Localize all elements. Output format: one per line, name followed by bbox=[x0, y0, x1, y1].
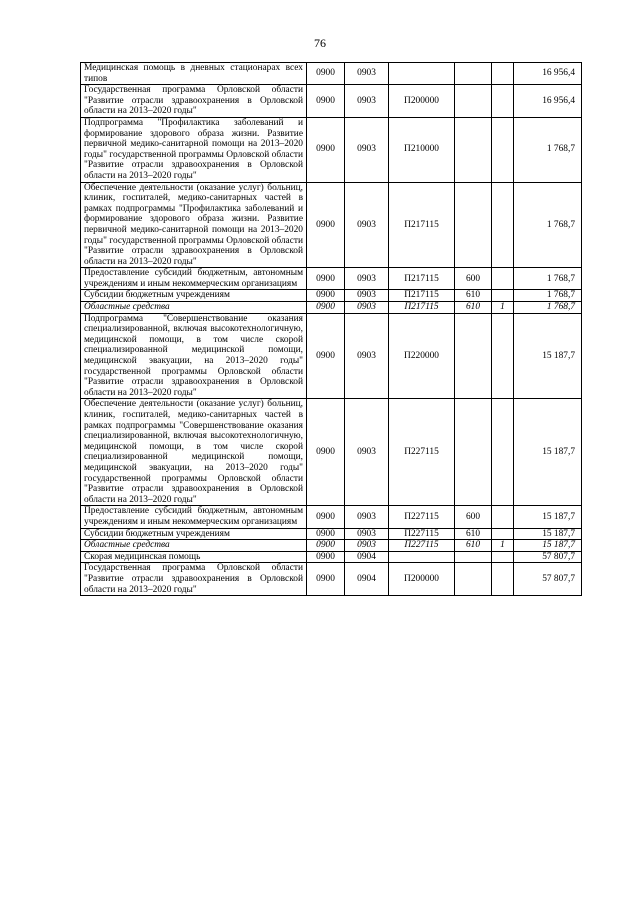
row-section: 0900 bbox=[307, 63, 345, 85]
row-expense-type: 610 bbox=[455, 540, 492, 552]
row-description: Предоставление субсидий бюджетным, автономным учреждениям и иным некоммерческим организациям bbox=[81, 268, 307, 290]
row-source-code bbox=[492, 85, 514, 118]
row-section: 0900 bbox=[307, 540, 345, 552]
row-description: Субсидии бюджетным учреждениям bbox=[81, 528, 307, 540]
table-row bbox=[81, 63, 582, 85]
row-subsection: 0903 bbox=[345, 63, 389, 85]
row-description: Подпрограмма "Профилактика заболеваний и формирование здорового образа жизни. Развитие первичной медико-санитарной помощи на 2013–2020 годы" государственной программы Орловской области "Развитие отрасли здравоохранения в Орловской области на 2013–2020 годы" bbox=[81, 117, 307, 182]
row-amount: 1 768,7 bbox=[514, 182, 582, 268]
table-row bbox=[81, 182, 582, 268]
table-row bbox=[81, 268, 582, 290]
row-subsection: 0903 bbox=[345, 528, 389, 540]
row-description: Предоставление субсидий бюджетным, автономным учреждениям и иным некоммерческим организациям bbox=[81, 506, 307, 528]
row-target-article: П200000 bbox=[389, 563, 455, 596]
table-row bbox=[81, 551, 582, 563]
row-section: 0900 bbox=[307, 268, 345, 290]
table-row bbox=[81, 399, 582, 506]
row-target-article: П227115 bbox=[389, 399, 455, 506]
row-expense-type bbox=[455, 85, 492, 118]
row-section: 0900 bbox=[307, 563, 345, 596]
row-expense-type: 610 bbox=[455, 290, 492, 302]
table-row bbox=[81, 302, 582, 314]
row-amount: 1 768,7 bbox=[514, 290, 582, 302]
row-amount: 15 187,7 bbox=[514, 506, 582, 528]
row-section: 0900 bbox=[307, 117, 345, 182]
row-source-code bbox=[492, 182, 514, 268]
row-expense-type bbox=[455, 63, 492, 85]
row-expense-type bbox=[455, 313, 492, 399]
row-section: 0900 bbox=[307, 182, 345, 268]
row-expense-type bbox=[455, 182, 492, 268]
row-amount: 1 768,7 bbox=[514, 302, 582, 314]
row-amount: 15 187,7 bbox=[514, 399, 582, 506]
table-row bbox=[81, 290, 582, 302]
row-section: 0900 bbox=[307, 290, 345, 302]
row-expense-type bbox=[455, 117, 492, 182]
row-expense-type: 600 bbox=[455, 268, 492, 290]
row-source-code bbox=[492, 63, 514, 85]
budget-table bbox=[80, 62, 582, 596]
row-description: Областные средства bbox=[81, 540, 307, 552]
row-source-code bbox=[492, 528, 514, 540]
row-target-article: П227115 bbox=[389, 506, 455, 528]
row-source-code: 1 bbox=[492, 540, 514, 552]
row-section: 0900 bbox=[307, 85, 345, 118]
row-amount: 15 187,7 bbox=[514, 540, 582, 552]
row-description: Медицинская помощь в дневных стационарах всех типов bbox=[81, 63, 307, 85]
table-row bbox=[81, 506, 582, 528]
row-target-article: П217115 bbox=[389, 268, 455, 290]
row-target-article: П220000 bbox=[389, 313, 455, 399]
table-row bbox=[81, 540, 582, 552]
row-source-code bbox=[492, 563, 514, 596]
row-source-code bbox=[492, 290, 514, 302]
row-subsection: 0904 bbox=[345, 563, 389, 596]
row-expense-type bbox=[455, 563, 492, 596]
row-expense-type: 610 bbox=[455, 302, 492, 314]
row-amount: 16 956,4 bbox=[514, 85, 582, 118]
row-expense-type bbox=[455, 551, 492, 563]
row-subsection: 0903 bbox=[345, 313, 389, 399]
row-target-article: П217115 bbox=[389, 182, 455, 268]
row-description: Субсидии бюджетным учреждениям bbox=[81, 290, 307, 302]
row-amount: 15 187,7 bbox=[514, 528, 582, 540]
row-description: Областные средства bbox=[81, 302, 307, 314]
row-subsection: 0903 bbox=[345, 85, 389, 118]
row-amount: 57 807,7 bbox=[514, 551, 582, 563]
row-description: Государственная программа Орловской области "Развитие отрасли здравоохранения в Орловской области на 2013–2020 годы" bbox=[81, 85, 307, 118]
row-amount: 57 807,7 bbox=[514, 563, 582, 596]
row-target-article bbox=[389, 551, 455, 563]
row-section: 0900 bbox=[307, 313, 345, 399]
row-description: Обеспечение деятельности (оказание услуг) больниц, клиник, госпиталей, медико-санитарных частей в рамках подпрограммы "Профилактика заболеваний и формирование здорового образа жизни. Развитие первичной медико-санитарной помощи на 2013–2020 годы" государственной программы Орловской области "Развитие отрасли здравоохранения в Орловской области на 2013–2020 годы" bbox=[81, 182, 307, 268]
row-section: 0900 bbox=[307, 506, 345, 528]
row-description: Государственная программа Орловской области "Развитие отрасли здравоохранения в Орловской области на 2013–2020 годы" bbox=[81, 563, 307, 596]
row-target-article: П200000 bbox=[389, 85, 455, 118]
row-subsection: 0903 bbox=[345, 117, 389, 182]
row-subsection: 0903 bbox=[345, 540, 389, 552]
table-row bbox=[81, 313, 582, 399]
row-section: 0900 bbox=[307, 528, 345, 540]
row-target-article: П227115 bbox=[389, 528, 455, 540]
row-source-code bbox=[492, 551, 514, 563]
row-section: 0900 bbox=[307, 399, 345, 506]
row-subsection: 0903 bbox=[345, 302, 389, 314]
table-row bbox=[81, 563, 582, 596]
row-subsection: 0903 bbox=[345, 399, 389, 506]
row-target-article: П227115 bbox=[389, 540, 455, 552]
row-section: 0900 bbox=[307, 551, 345, 563]
table-row bbox=[81, 117, 582, 182]
row-target-article: П210000 bbox=[389, 117, 455, 182]
row-expense-type bbox=[455, 399, 492, 506]
row-source-code bbox=[492, 313, 514, 399]
row-source-code bbox=[492, 117, 514, 182]
row-amount: 16 956,4 bbox=[514, 63, 582, 85]
row-description: Обеспечение деятельности (оказание услуг) больниц, клиник, госпиталей, медико-санитарных частей в рамках подпрограммы "Совершенствование оказания специализированной, включая высокотехнологичную, медицинской помощи, в том числе скорой специализированной медицинской помощи, медицинской эвакуации, на 2013–2020 годы" государственной программы Орловской области "Развитие отрасли здравоохранения в Орловской области на 2013–2020 годы" bbox=[81, 399, 307, 506]
table-row bbox=[81, 85, 582, 118]
row-subsection: 0903 bbox=[345, 290, 389, 302]
row-target-article bbox=[389, 63, 455, 85]
row-expense-type: 610 bbox=[455, 528, 492, 540]
row-subsection: 0903 bbox=[345, 268, 389, 290]
row-amount: 15 187,7 bbox=[514, 313, 582, 399]
budget-table-body bbox=[81, 63, 582, 596]
row-subsection: 0904 bbox=[345, 551, 389, 563]
row-subsection: 0903 bbox=[345, 506, 389, 528]
row-source-code bbox=[492, 268, 514, 290]
row-source-code bbox=[492, 399, 514, 506]
row-target-article: П217115 bbox=[389, 290, 455, 302]
row-description: Скорая медицинская помощь bbox=[81, 551, 307, 563]
page-number: 76 bbox=[314, 36, 326, 50]
row-description: Подпрограмма "Совершенствование оказания специализированной, включая высокотехнологичную, медицинской помощи, в том числе скорой специализированной медицинской помощи, медицинской эвакуации, на 2013–2020 годы" государственной программы Орловской области "Развитие отрасли здравоохранения в Орловской области на 2013–2020 годы" bbox=[81, 313, 307, 399]
table-row bbox=[81, 528, 582, 540]
row-expense-type: 600 bbox=[455, 506, 492, 528]
row-amount: 1 768,7 bbox=[514, 268, 582, 290]
row-section: 0900 bbox=[307, 302, 345, 314]
row-source-code bbox=[492, 506, 514, 528]
row-target-article: П217115 bbox=[389, 302, 455, 314]
row-subsection: 0903 bbox=[345, 182, 389, 268]
row-amount: 1 768,7 bbox=[514, 117, 582, 182]
row-source-code: 1 bbox=[492, 302, 514, 314]
